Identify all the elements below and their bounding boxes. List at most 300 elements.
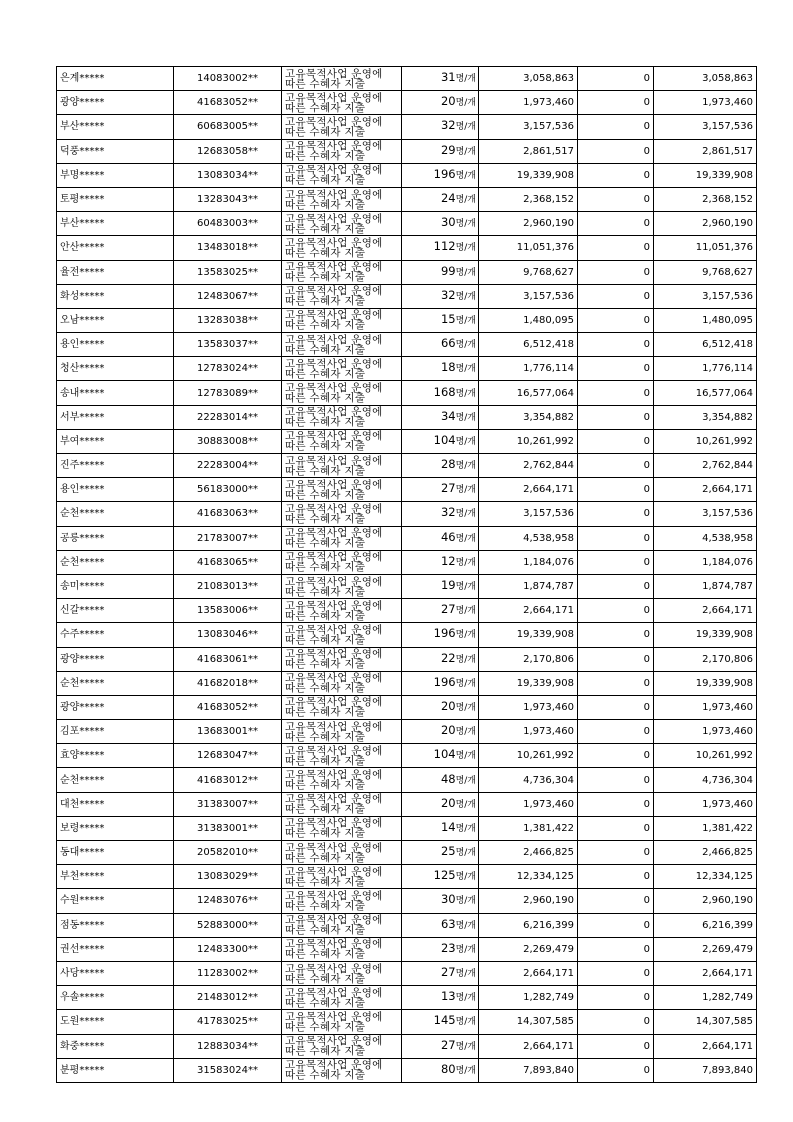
- count-cell: [402, 889, 479, 913]
- count-unit: 명/개: [455, 557, 476, 568]
- count-unit: 명/개: [455, 170, 476, 181]
- recipient-code-cell: 41783025**: [174, 1010, 282, 1034]
- count-cell: [402, 599, 479, 623]
- description-line-1: 고유목적사업 운영에: [285, 1035, 383, 1048]
- count-unit: 명/개: [455, 74, 476, 85]
- count-value: 27: [440, 1037, 456, 1052]
- recipient-name-cell: 화성*****: [57, 284, 174, 308]
- recipient-name-cell: 권선*****: [57, 937, 174, 961]
- recipient-name-cell: 부산*****: [57, 212, 174, 236]
- zero-cell: 0: [578, 357, 654, 381]
- table-row: [57, 671, 757, 695]
- description-line-1: 고유목적사업 운영에: [285, 236, 383, 249]
- table-row: [57, 816, 757, 840]
- count-value: 46: [440, 529, 456, 544]
- count-value: 27: [440, 602, 456, 617]
- count-cell: [402, 381, 479, 405]
- count-cell: [402, 429, 479, 453]
- description-line-2: 따른 수혜자 지출: [285, 488, 366, 501]
- amount-cell: 1,480,095: [479, 308, 578, 332]
- description-line-2: 따른 수혜자 지출: [285, 706, 366, 719]
- description-line-1: 고유목적사업 운영에: [285, 793, 383, 806]
- description-line-1: 고유목적사업 운영에: [285, 382, 383, 395]
- description-cell: [282, 550, 402, 574]
- description-line-2: 따른 수혜자 지출: [285, 174, 366, 187]
- recipient-code-cell: 41682018**: [174, 671, 282, 695]
- count-unit: 명/개: [455, 799, 476, 810]
- table-row: [57, 574, 757, 598]
- total-cell: 2,664,171: [654, 599, 757, 623]
- recipient-name-cell: 청산*****: [57, 357, 174, 381]
- count-unit: 명/개: [455, 243, 476, 254]
- zero-cell: 0: [578, 260, 654, 284]
- total-cell: 10,261,992: [654, 429, 757, 453]
- count-cell: [402, 236, 479, 260]
- zero-cell: 0: [578, 599, 654, 623]
- recipient-code-cell: 56183000**: [174, 478, 282, 502]
- description-cell: [282, 163, 402, 187]
- count-cell: [402, 212, 479, 236]
- recipient-name-cell: 동대*****: [57, 841, 174, 865]
- zero-cell: 0: [578, 913, 654, 937]
- total-cell: 2,664,171: [654, 1034, 757, 1058]
- recipient-code-cell: 41683012**: [174, 768, 282, 792]
- description-line-1: 고유목적사업 운영에: [285, 333, 383, 346]
- description-line-1: 고유목적사업 운영에: [285, 188, 383, 201]
- description-line-2: 따른 수혜자 지출: [285, 271, 366, 284]
- count-value: 32: [440, 505, 456, 520]
- count-cell: [402, 623, 479, 647]
- count-unit: 명/개: [455, 461, 476, 472]
- table-row: [57, 333, 757, 357]
- count-value: 20: [440, 698, 456, 713]
- description-line-2: 따른 수혜자 지출: [285, 585, 366, 598]
- description-cell: [282, 308, 402, 332]
- zero-cell: 0: [578, 841, 654, 865]
- description-cell: [282, 816, 402, 840]
- description-cell: [282, 357, 402, 381]
- description-cell: [282, 454, 402, 478]
- count-unit: 명/개: [455, 485, 476, 496]
- count-cell: [402, 308, 479, 332]
- count-unit: 명/개: [455, 315, 476, 326]
- count-cell: [402, 163, 479, 187]
- count-cell: [402, 405, 479, 429]
- description-line-2: 따른 수혜자 지출: [285, 561, 366, 574]
- recipient-name-cell: 부천*****: [57, 865, 174, 889]
- zero-cell: 0: [578, 937, 654, 961]
- description-line-1: 고유목적사업 운영에: [285, 817, 383, 830]
- count-value: 14: [440, 819, 456, 834]
- zero-cell: 0: [578, 91, 654, 115]
- table-row: [57, 526, 757, 550]
- count-value: 32: [440, 118, 456, 133]
- description-line-2: 따른 수혜자 지출: [285, 1020, 366, 1033]
- recipient-code-cell: 13683001**: [174, 720, 282, 744]
- count-cell: [402, 67, 479, 91]
- amount-cell: 1,184,076: [479, 550, 578, 574]
- count-cell: [402, 502, 479, 526]
- table-row: [57, 502, 757, 526]
- count-unit: 명/개: [455, 267, 476, 278]
- total-cell: 1,282,749: [654, 986, 757, 1010]
- count-cell: [402, 1058, 479, 1082]
- count-unit: 명/개: [455, 219, 476, 230]
- table-body: [57, 67, 757, 1083]
- count-cell: [402, 961, 479, 985]
- recipient-code-cell: 41683063**: [174, 502, 282, 526]
- zero-cell: 0: [578, 502, 654, 526]
- donation-table: [56, 66, 757, 1083]
- total-cell: 19,339,908: [654, 623, 757, 647]
- table-row: [57, 695, 757, 719]
- recipient-code-cell: 60483003**: [174, 212, 282, 236]
- count-cell: [402, 260, 479, 284]
- amount-cell: 16,577,064: [479, 381, 578, 405]
- count-cell: [402, 478, 479, 502]
- description-line-2: 따른 수혜자 지출: [285, 464, 366, 477]
- zero-cell: 0: [578, 695, 654, 719]
- description-line-1: 고유목적사업 운영에: [285, 696, 383, 709]
- table-row: [57, 212, 757, 236]
- table-row: [57, 308, 757, 332]
- total-cell: 1,973,460: [654, 91, 757, 115]
- recipient-code-cell: 22283014**: [174, 405, 282, 429]
- zero-cell: 0: [578, 671, 654, 695]
- description-line-1: 고유목적사업 운영에: [285, 914, 383, 927]
- count-value: 31: [440, 70, 456, 85]
- count-value: 18: [440, 360, 456, 375]
- recipient-code-cell: 30883008**: [174, 429, 282, 453]
- count-value: 48: [440, 771, 456, 786]
- description-cell: [282, 381, 402, 405]
- zero-cell: 0: [578, 212, 654, 236]
- amount-cell: 2,960,190: [479, 212, 578, 236]
- description-line-2: 따른 수혜자 지출: [285, 972, 366, 985]
- description-line-2: 따른 수혜자 지출: [285, 875, 366, 888]
- count-value: 24: [440, 191, 456, 206]
- total-cell: 3,354,882: [654, 405, 757, 429]
- description-cell: [282, 429, 402, 453]
- description-cell: [282, 744, 402, 768]
- table-row: [57, 429, 757, 453]
- amount-cell: 1,973,460: [479, 695, 578, 719]
- description-line-1: 고유목적사업 운영에: [285, 720, 383, 733]
- amount-cell: 2,664,171: [479, 599, 578, 623]
- count-value: 13: [440, 989, 456, 1004]
- description-line-2: 따른 수혜자 지출: [285, 222, 366, 235]
- count-value: 196: [433, 674, 456, 689]
- description-line-1: 고유목적사업 운영에: [285, 599, 383, 612]
- total-cell: 7,893,840: [654, 1058, 757, 1082]
- recipient-name-cell: 진주*****: [57, 454, 174, 478]
- recipient-code-cell: 13083034**: [174, 163, 282, 187]
- amount-cell: 3,157,536: [479, 115, 578, 139]
- count-unit: 명/개: [455, 993, 476, 1004]
- table-row: [57, 1034, 757, 1058]
- description-line-1: 고유목적사업 운영에: [285, 454, 383, 467]
- amount-cell: 1,973,460: [479, 792, 578, 816]
- description-line-1: 고유목적사업 운영에: [285, 430, 383, 443]
- description-line-2: 따른 수혜자 지출: [285, 633, 366, 646]
- description-cell: [282, 1010, 402, 1034]
- amount-cell: 10,261,992: [479, 429, 578, 453]
- table-row: [57, 381, 757, 405]
- count-cell: [402, 720, 479, 744]
- recipient-code-cell: 13583025**: [174, 260, 282, 284]
- amount-cell: 1,973,460: [479, 91, 578, 115]
- amount-cell: 1,874,787: [479, 574, 578, 598]
- table-row: [57, 115, 757, 139]
- description-line-2: 따른 수혜자 지출: [285, 1045, 366, 1058]
- description-cell: [282, 889, 402, 913]
- recipient-code-cell: 21083013**: [174, 574, 282, 598]
- count-value: 23: [440, 940, 456, 955]
- total-cell: 1,381,422: [654, 816, 757, 840]
- amount-cell: 2,368,152: [479, 187, 578, 211]
- description-line-1: 고유목적사업 운영에: [285, 744, 383, 757]
- table-row: [57, 913, 757, 937]
- amount-cell: 12,334,125: [479, 865, 578, 889]
- description-line-2: 따른 수혜자 지출: [285, 1069, 366, 1082]
- count-value: 112: [433, 239, 456, 254]
- recipient-code-cell: 31583024**: [174, 1058, 282, 1082]
- count-cell: [402, 91, 479, 115]
- description-line-1: 고유목적사업 운영에: [285, 67, 383, 80]
- count-value: 32: [440, 287, 456, 302]
- count-cell: [402, 671, 479, 695]
- count-cell: [402, 768, 479, 792]
- zero-cell: 0: [578, 478, 654, 502]
- table-row: [57, 284, 757, 308]
- description-cell: [282, 623, 402, 647]
- table-row: [57, 937, 757, 961]
- count-unit: 명/개: [455, 533, 476, 544]
- total-cell: 2,170,806: [654, 647, 757, 671]
- description-cell: [282, 67, 402, 91]
- description-line-2: 따른 수혜자 지출: [285, 730, 366, 743]
- count-value: 66: [440, 336, 456, 351]
- count-unit: 명/개: [455, 654, 476, 665]
- recipient-name-cell: 안산*****: [57, 236, 174, 260]
- description-line-1: 고유목적사업 운영에: [285, 285, 383, 298]
- recipient-code-cell: 20582010**: [174, 841, 282, 865]
- recipient-code-cell: 13583006**: [174, 599, 282, 623]
- amount-cell: 19,339,908: [479, 623, 578, 647]
- count-cell: [402, 187, 479, 211]
- description-line-2: 따른 수혜자 지출: [285, 295, 366, 308]
- total-cell: 19,339,908: [654, 671, 757, 695]
- recipient-code-cell: 14083002**: [174, 67, 282, 91]
- total-cell: 2,269,479: [654, 937, 757, 961]
- count-unit: 명/개: [455, 1065, 476, 1076]
- count-unit: 명/개: [455, 702, 476, 713]
- amount-cell: 2,861,517: [479, 139, 578, 163]
- amount-cell: 2,170,806: [479, 647, 578, 671]
- description-cell: [282, 115, 402, 139]
- recipient-name-cell: 공릉*****: [57, 526, 174, 550]
- description-line-1: 고유목적사업 운영에: [285, 115, 383, 128]
- count-cell: [402, 695, 479, 719]
- recipient-name-cell: 순천*****: [57, 502, 174, 526]
- amount-cell: 1,776,114: [479, 357, 578, 381]
- count-unit: 명/개: [455, 606, 476, 617]
- count-value: 63: [440, 916, 456, 931]
- description-line-2: 따른 수혜자 지출: [285, 537, 366, 550]
- count-unit: 명/개: [455, 146, 476, 157]
- count-cell: [402, 139, 479, 163]
- total-cell: 19,339,908: [654, 163, 757, 187]
- recipient-name-cell: 용인*****: [57, 333, 174, 357]
- count-unit: 명/개: [455, 630, 476, 641]
- recipient-code-cell: 12683047**: [174, 744, 282, 768]
- description-line-2: 따른 수혜자 지출: [285, 803, 366, 816]
- recipient-code-cell: 60683005**: [174, 115, 282, 139]
- description-line-2: 따른 수혜자 지출: [285, 77, 366, 90]
- count-value: 196: [433, 626, 456, 641]
- description-cell: [282, 720, 402, 744]
- recipient-name-cell: 수주*****: [57, 623, 174, 647]
- table-row: [57, 550, 757, 574]
- table-row: [57, 768, 757, 792]
- count-cell: [402, 816, 479, 840]
- zero-cell: 0: [578, 647, 654, 671]
- recipient-code-cell: 13083029**: [174, 865, 282, 889]
- total-cell: 2,664,171: [654, 961, 757, 985]
- table-row: [57, 67, 757, 91]
- amount-cell: 2,466,825: [479, 841, 578, 865]
- description-line-1: 고유목적사업 운영에: [285, 212, 383, 225]
- recipient-name-cell: 율전*****: [57, 260, 174, 284]
- zero-cell: 0: [578, 67, 654, 91]
- count-unit: 명/개: [455, 727, 476, 738]
- recipient-code-cell: 13483018**: [174, 236, 282, 260]
- recipient-name-cell: 부여*****: [57, 429, 174, 453]
- description-line-1: 고유목적사업 운영에: [285, 938, 383, 951]
- total-cell: 9,768,627: [654, 260, 757, 284]
- count-cell: [402, 913, 479, 937]
- zero-cell: 0: [578, 574, 654, 598]
- amount-cell: 6,216,399: [479, 913, 578, 937]
- table-row: [57, 187, 757, 211]
- description-line-1: 고유목적사업 운영에: [285, 261, 383, 274]
- description-line-2: 따른 수혜자 지출: [285, 101, 366, 114]
- description-line-1: 고유목적사업 운영에: [285, 502, 383, 515]
- description-line-2: 따른 수혜자 지출: [285, 658, 366, 671]
- count-unit: 명/개: [455, 291, 476, 302]
- amount-cell: 19,339,908: [479, 163, 578, 187]
- count-unit: 명/개: [455, 678, 476, 689]
- description-line-1: 고유목적사업 운영에: [285, 1059, 383, 1072]
- amount-cell: 4,736,304: [479, 768, 578, 792]
- amount-cell: 1,282,749: [479, 986, 578, 1010]
- count-unit: 명/개: [455, 872, 476, 883]
- zero-cell: 0: [578, 986, 654, 1010]
- total-cell: 4,538,958: [654, 526, 757, 550]
- count-value: 12: [440, 553, 456, 568]
- description-line-1: 고유목적사업 운영에: [285, 986, 383, 999]
- count-cell: [402, 792, 479, 816]
- count-cell: [402, 454, 479, 478]
- zero-cell: 0: [578, 381, 654, 405]
- recipient-name-cell: 부명*****: [57, 163, 174, 187]
- description-cell: [282, 599, 402, 623]
- amount-cell: 4,538,958: [479, 526, 578, 550]
- zero-cell: 0: [578, 744, 654, 768]
- amount-cell: 2,664,171: [479, 1034, 578, 1058]
- total-cell: 2,368,152: [654, 187, 757, 211]
- description-line-1: 고유목적사업 운영에: [285, 841, 383, 854]
- description-cell: [282, 574, 402, 598]
- table-row: [57, 720, 757, 744]
- count-value: 104: [433, 432, 456, 447]
- recipient-name-cell: 우솔*****: [57, 986, 174, 1010]
- recipient-name-cell: 송미*****: [57, 574, 174, 598]
- description-line-2: 따른 수혜자 지출: [285, 924, 366, 937]
- description-cell: [282, 405, 402, 429]
- count-unit: 명/개: [455, 364, 476, 375]
- count-cell: [402, 526, 479, 550]
- count-value: 20: [440, 795, 456, 810]
- description-line-2: 따른 수혜자 지출: [285, 125, 366, 138]
- count-value: 20: [440, 94, 456, 109]
- count-cell: [402, 937, 479, 961]
- amount-cell: 1,381,422: [479, 816, 578, 840]
- description-line-2: 따른 수혜자 지출: [285, 198, 366, 211]
- description-cell: [282, 187, 402, 211]
- zero-cell: 0: [578, 816, 654, 840]
- amount-cell: 2,269,479: [479, 937, 578, 961]
- description-cell: [282, 502, 402, 526]
- total-cell: 1,973,460: [654, 695, 757, 719]
- description-cell: [282, 768, 402, 792]
- count-unit: 명/개: [455, 98, 476, 109]
- recipient-name-cell: 점동*****: [57, 913, 174, 937]
- description-cell: [282, 865, 402, 889]
- count-value: 27: [440, 481, 456, 496]
- total-cell: 2,466,825: [654, 841, 757, 865]
- description-line-1: 고유목적사업 운영에: [285, 140, 383, 153]
- description-line-2: 따른 수혜자 지출: [285, 416, 366, 429]
- count-unit: 명/개: [455, 122, 476, 133]
- count-cell: [402, 357, 479, 381]
- total-cell: 1,184,076: [654, 550, 757, 574]
- zero-cell: 0: [578, 792, 654, 816]
- description-line-1: 고유목적사업 운영에: [285, 889, 383, 902]
- amount-cell: 3,157,536: [479, 284, 578, 308]
- count-unit: 명/개: [455, 896, 476, 907]
- description-cell: [282, 671, 402, 695]
- description-line-2: 따른 수혜자 지출: [285, 851, 366, 864]
- recipient-code-cell: 11283002**: [174, 961, 282, 985]
- description-cell: [282, 1058, 402, 1082]
- zero-cell: 0: [578, 187, 654, 211]
- amount-cell: 2,664,171: [479, 478, 578, 502]
- table-row: [57, 405, 757, 429]
- count-unit: 명/개: [455, 436, 476, 447]
- description-line-2: 따른 수혜자 지출: [285, 948, 366, 961]
- count-cell: [402, 1010, 479, 1034]
- recipient-code-cell: 31383007**: [174, 792, 282, 816]
- description-line-1: 고유목적사업 운영에: [285, 575, 383, 588]
- zero-cell: 0: [578, 454, 654, 478]
- amount-cell: 2,762,844: [479, 454, 578, 478]
- total-cell: 4,736,304: [654, 768, 757, 792]
- zero-cell: 0: [578, 720, 654, 744]
- amount-cell: 11,051,376: [479, 236, 578, 260]
- description-line-2: 따른 수혜자 지출: [285, 343, 366, 356]
- recipient-code-cell: 12483067**: [174, 284, 282, 308]
